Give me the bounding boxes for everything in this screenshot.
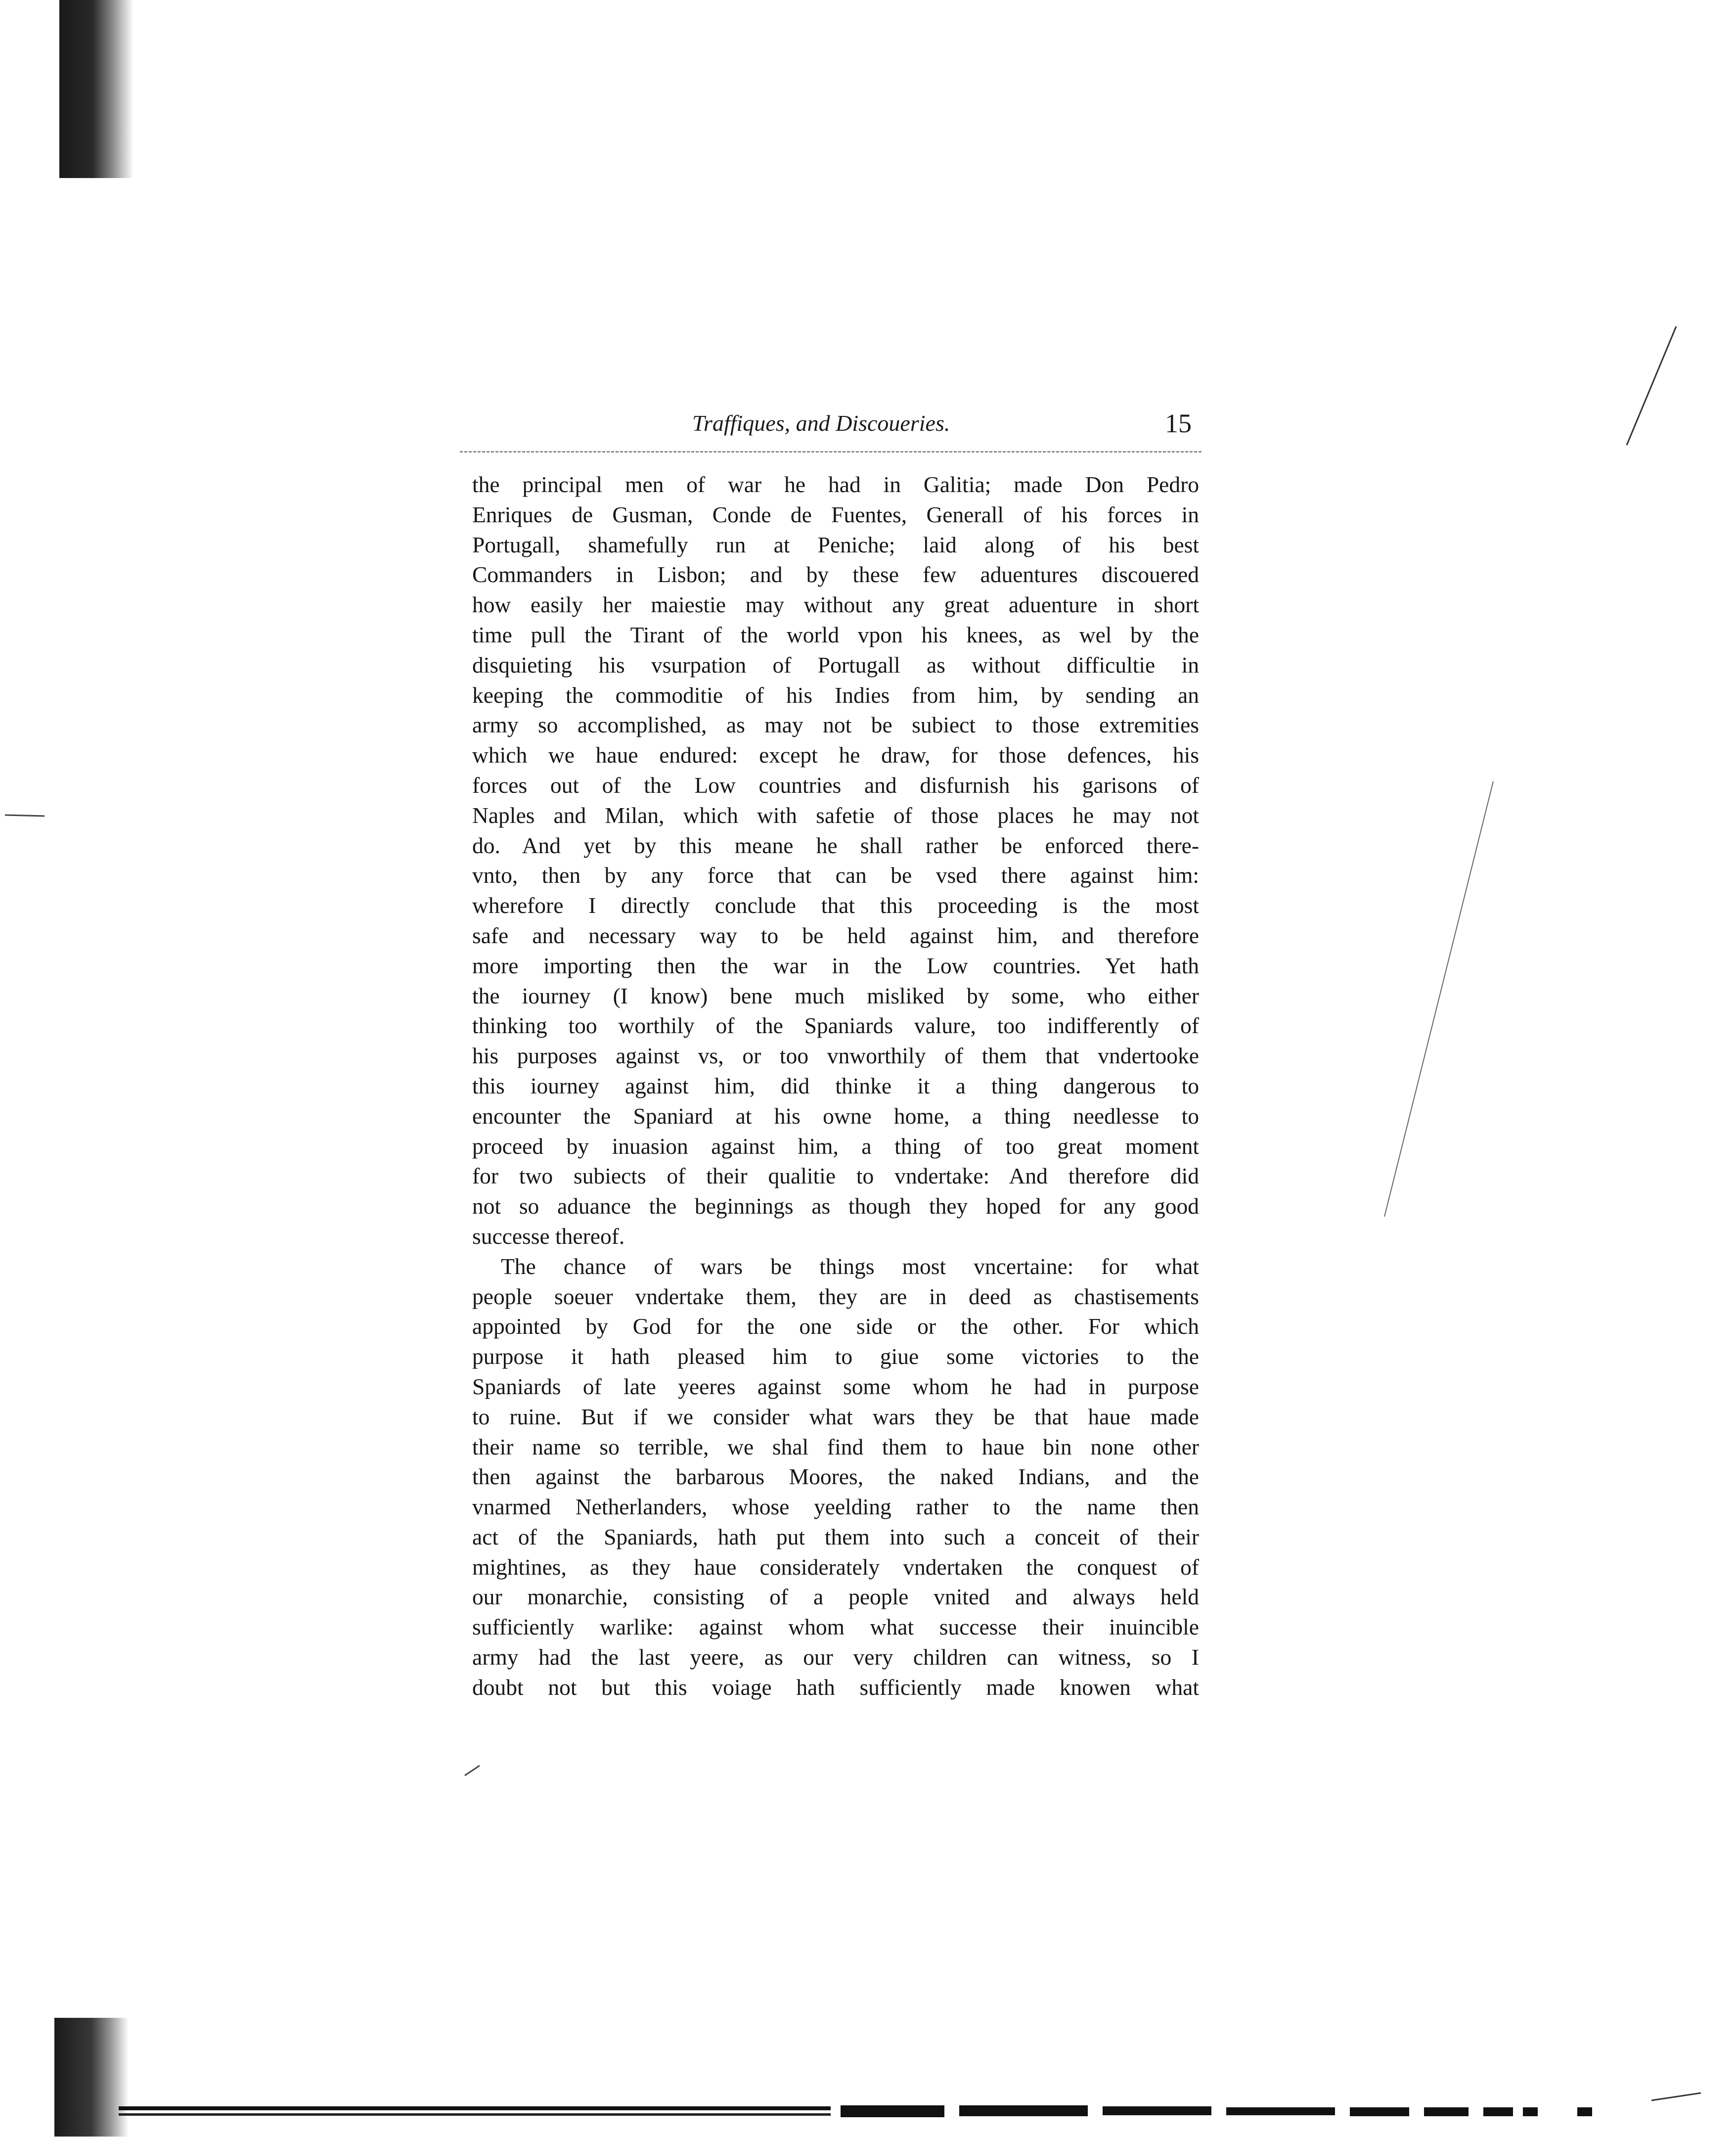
text-line: purpose it hath pleased him to giue some victories to the [472, 1344, 1199, 1369]
text-line: successe thereof. [472, 1223, 625, 1249]
text-line: disquieting his vsurpation of Portugall as without difficultie in [472, 652, 1199, 678]
body-text [472, 470, 1199, 1703]
text-line: time pull the Tirant of the world vpon his knees, as wel by the [472, 622, 1199, 647]
text-line: Portugall, shamefully run at Peniche; laid along of his best [472, 532, 1199, 557]
text-line: to ruine. But if we consider what wars they be that haue made [472, 1404, 1199, 1429]
text-line: wherefore I directly conclude that this proceeding is the most [472, 893, 1199, 918]
text-line: which we haue endured: except he draw, for those defences, his [472, 742, 1199, 768]
text-line: our monarchie, consisting of a people vnited and always held [472, 1584, 1199, 1610]
text-line: army had the last yeere, as our very children can witness, so I [472, 1644, 1199, 1670]
text-line: doubt not but this voiage hath sufficiently made knowen what [472, 1674, 1199, 1700]
text-line: do. And yet by this meane he shall rather be enforced there- [472, 832, 1199, 858]
text-line: then against the barbarous Moores, the naked Indians, and the [472, 1464, 1199, 1490]
scan-binding-shadow-bottom [54, 2018, 129, 2137]
text-line: safe and necessary way to be held against him, and therefore [472, 922, 1199, 948]
paragraph-1 [472, 470, 1199, 1252]
text-line: how easily her maiestie may without any great aduenture in short [472, 592, 1199, 618]
text-line: vnto, then by any force that can be vsed there against him: [472, 863, 1199, 888]
text-line: the principal men of war he had in Galitia; made Don Pedro [472, 472, 1199, 497]
text-line: act of the Spaniards, hath put them into such a conceit of their [472, 1524, 1199, 1549]
text-line: Naples and Milan, which with safetie of those places he may not [472, 802, 1199, 828]
text-line: their name so terrible, we shal find them to haue bin none other [472, 1434, 1199, 1459]
text-line: sufficiently warlike: against whom what successe their inuincible [472, 1614, 1199, 1640]
header-rule [460, 451, 1202, 453]
text-line: his purposes against vs, or too vnworthily of them that vndertooke [472, 1043, 1199, 1069]
text-line: Enriques de Gusman, Conde de Fuentes, Generall of his forces in [472, 501, 1199, 527]
scan-bottom-border [119, 2104, 1736, 2124]
text-line: army so accomplished, as may not be subiect to those extremities [472, 712, 1199, 738]
scan-binding-shadow-top [59, 0, 134, 178]
text-line: mightines, as they haue considerately vndertaken the conquest of [472, 1554, 1199, 1580]
text-line: encounter the Spaniard at his owne home, a thing needlesse to [472, 1103, 1199, 1129]
text-line: Spaniards of late yeeres against some whom he had in purpose [472, 1373, 1199, 1399]
text-line: this iourney against him, did thinke it a thing dangerous to [472, 1073, 1199, 1098]
page-number: 15 [1165, 409, 1192, 438]
text-line: the iourney (I know) bene much misliked by some, who either [472, 983, 1199, 1008]
text-line: keeping the commoditie of his Indies from him, by sending an [472, 682, 1199, 708]
text-line: vnarmed Netherlanders, whose yeelding rather to the name then [472, 1494, 1199, 1520]
text-line: not so aduance the beginnings as though they hoped for any good [472, 1193, 1199, 1219]
text-line: people soeuer vndertake them, they are in deed as chastisements [472, 1283, 1199, 1309]
text-line: for two subiects of their qualitie to vndertake: And therefore did [472, 1163, 1199, 1189]
text-line: Commanders in Lisbon; and by these few aduentures discouered [472, 562, 1199, 588]
text-line: forces out of the Low countries and disfurnish his garisons of [472, 772, 1199, 798]
text-line: The chance of wars be things most vncertaine: for what [501, 1253, 1199, 1279]
text-line: more importing then the war in the Low countries. Yet hath [472, 953, 1199, 978]
text-line: thinking too worthily of the Spaniards valure, too indifferently of [472, 1013, 1199, 1039]
running-title: Traffiques, and Discoueries. [692, 410, 950, 436]
text-line: appointed by God for the one side or the other. For which [472, 1314, 1199, 1339]
text-line: proceed by inuasion against him, a thing of too great moment [472, 1133, 1199, 1159]
paragraph-2 [472, 1252, 1199, 1703]
page-header [460, 409, 1197, 448]
